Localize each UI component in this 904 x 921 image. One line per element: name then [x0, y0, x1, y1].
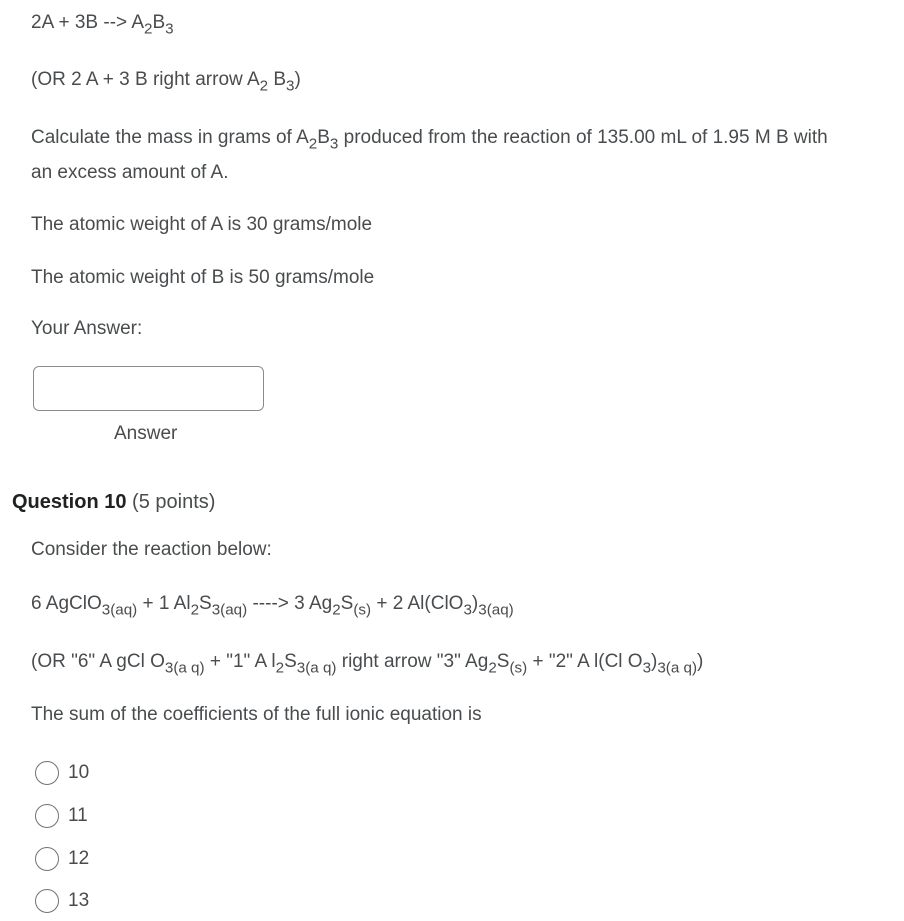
option-label: 12 [68, 848, 90, 869]
option-13[interactable] [35, 889, 89, 913]
radio-button[interactable] [35, 847, 59, 871]
option-11[interactable] [35, 804, 88, 828]
radio-button[interactable] [35, 761, 59, 785]
question-title: Question 10 [12, 491, 127, 513]
atomic-weight-b: The atomic weight of B is 50 grams/mole [31, 267, 375, 288]
option-label: 13 [68, 890, 90, 911]
reaction-equation-alt: (OR "6" A gCl $O_{3(a q)}$ + "1" A $l_2S_{3(a q)}$ right arrow "3" $Ag_2S_{(s)}$ + "2" A l(Cl $O_3)_{3(a q)}$) [31, 651, 704, 677]
calculation-prompt: Calculate the mass in grams of $A_2B_3$ produced from the reaction of 135.00 mL of 1.95 M B with an excess amount of A. [31, 127, 828, 183]
question-points: (5 points) [126, 491, 216, 513]
radio-button[interactable] [35, 889, 59, 913]
radio-button[interactable] [35, 804, 59, 828]
answer-input[interactable] [33, 366, 264, 411]
option-label: 11 [68, 805, 88, 826]
option-10[interactable] [35, 761, 89, 785]
atomic-weight-a: The atomic weight of A is 30 grams/mole [31, 214, 373, 235]
option-label: 10 [68, 762, 90, 783]
answer-caption: Answer [114, 423, 178, 444]
reaction-equation-alt: (OR 2 A + 3 B right arrow $A_2$ $B_3$) [31, 69, 301, 95]
option-12[interactable] [35, 847, 89, 871]
question-prompt: Consider the reaction below: [31, 539, 272, 560]
reaction-equation: 2A + 3B --> $A_2B_3$ [31, 12, 174, 38]
reaction-equation: 6 AgClO$_{3(aq)}$ + 1 $Al_2S_{3(aq)}$ ----> 3 $Ag_2S_{(s)} + 2$ $Al(ClO_3)_{3(aq)}$ [31, 593, 514, 619]
your-answer-label: Your Answer: [31, 318, 143, 339]
question-10-heading [12, 491, 215, 514]
question-text: The sum of the coefficients of the full ionic equation is [31, 704, 482, 725]
